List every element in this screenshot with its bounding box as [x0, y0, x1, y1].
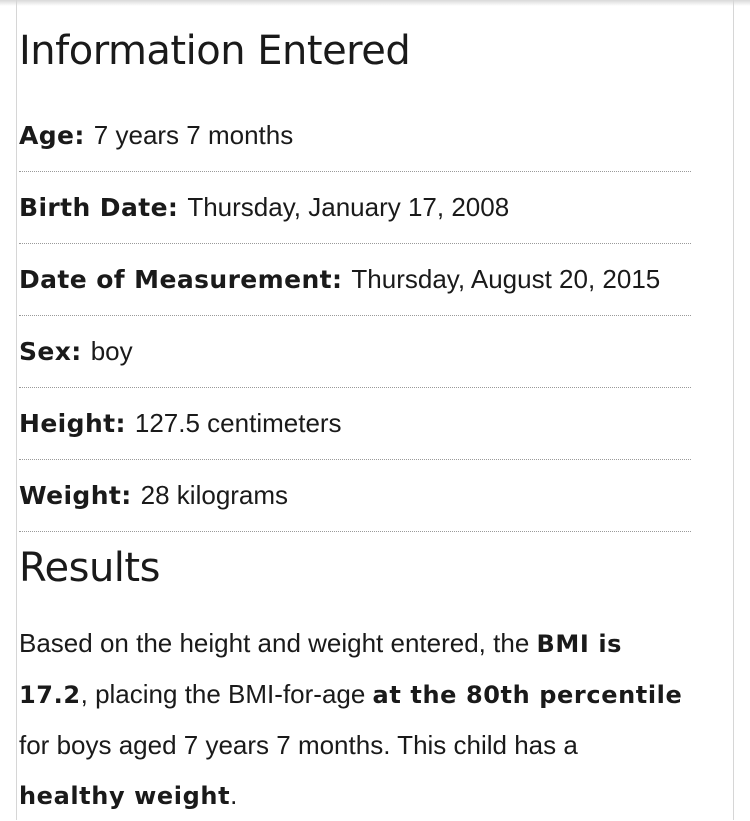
- info-value-sex: boy: [90, 336, 133, 366]
- info-label-date-of-measurement: Date of Measurement:: [19, 265, 343, 294]
- info-label-sex: Sex:: [19, 337, 82, 366]
- bmi-percentile: at the 80th percentile: [372, 681, 683, 709]
- info-value-birth-date: Thursday, January 17, 2008: [187, 192, 510, 222]
- information-entered-heading: Information Entered: [19, 28, 411, 74]
- info-value-height: 127.5 centimeters: [134, 408, 342, 438]
- info-value-age: 7 years 7 months: [93, 120, 294, 150]
- info-row-date-of-measurement: [19, 244, 691, 316]
- bmi-value: BMI is 17.2: [19, 630, 623, 709]
- results-text-part-3: for boys aged 7 years 7 months. This child has a: [19, 730, 578, 760]
- results-panel: [16, 0, 734, 820]
- info-row-weight: [19, 460, 691, 532]
- info-row-sex: [19, 316, 691, 388]
- results-heading: Results: [19, 545, 160, 591]
- info-value-date-of-measurement: Thursday, August 20, 2015: [351, 264, 661, 294]
- weight-status: healthy weight: [19, 782, 231, 810]
- results-text-part-1: Based on the height and weight entered, the: [19, 628, 537, 658]
- info-label-height: Height:: [19, 409, 126, 438]
- info-row-birth-date: [19, 172, 691, 244]
- info-label-age: Age:: [19, 121, 85, 150]
- results-summary: [19, 618, 691, 821]
- results-text-part-2: , placing the BMI-for-age: [80, 679, 373, 709]
- info-row-height: [19, 388, 691, 460]
- info-value-weight: 28 kilograms: [140, 480, 289, 510]
- info-row-age: [19, 100, 691, 172]
- info-label-birth-date: Birth Date:: [19, 193, 179, 222]
- results-text-part-4: .: [230, 780, 238, 810]
- info-label-weight: Weight:: [19, 481, 132, 510]
- information-list: [19, 100, 691, 532]
